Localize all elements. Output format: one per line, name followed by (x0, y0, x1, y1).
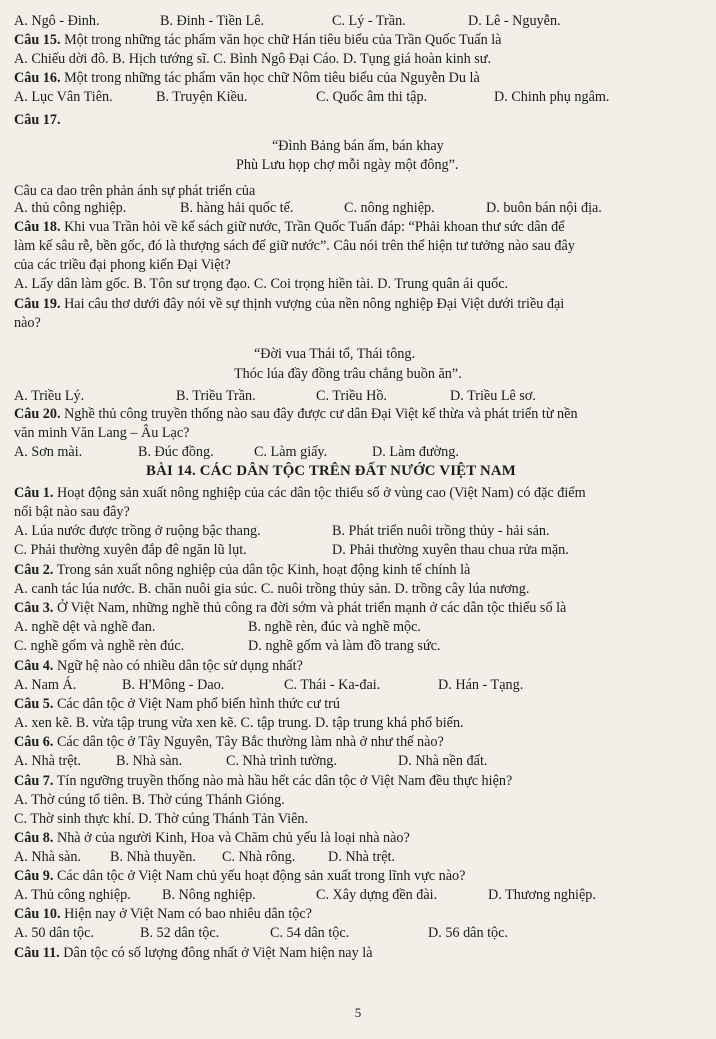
q16-number: Câu 16. (14, 70, 61, 86)
q19-option-d: D. Triều Lê sơ. (450, 388, 536, 404)
b1-number: Câu 1. (14, 485, 54, 501)
b2-number: Câu 2. (14, 562, 54, 578)
b7-options-ab: A. Thờ cúng tổ tiên. B. Thờ cúng Thánh Gióng. (14, 792, 285, 808)
q14-option-a: A. Ngô - Đinh. (14, 13, 100, 29)
q19-verse-1: “Đời vua Thái tổ, Thái tông. (254, 346, 416, 362)
b3-option-c: C. nghề gốm và nghề rèn đúc. (14, 638, 185, 654)
q19-number: Câu 19. (14, 296, 61, 312)
q20-option-b: B. Đúc đồng. (138, 444, 214, 460)
b9-option-c: C. Xây dựng đền đài. (316, 887, 438, 903)
b7-options-cd: C. Thờ sinh thực khí. D. Thờ cúng Thánh Tản Viên. (14, 811, 309, 827)
b4-text: Ngữ hệ nào có nhiều dân tộc sử dụng nhất? (56, 658, 303, 674)
b9-option-b: B. Nông nghiệp. (162, 887, 256, 903)
b6-option-b: B. Nhà sàn. (116, 753, 183, 769)
b6-text: Các dân tộc ở Tây Nguyên, Tây Bắc thường làm nhà ở như thế nào? (56, 734, 444, 750)
q18-stem-line-3: của các triều đại phong kiến Đại Việt? (14, 257, 231, 273)
b1-stem-line-1 (14, 484, 708, 502)
b5-stem (14, 695, 708, 713)
b11-stem (14, 944, 708, 962)
b6-option-d: D. Nhà nền đất. (398, 753, 488, 769)
q17-option-d: D. buôn bán nội địa. (486, 200, 602, 216)
q16-option-b: B. Truyện Kiều. (156, 89, 248, 105)
b6-number: Câu 6. (14, 734, 54, 750)
b5-options: A. xen kẽ. B. vừa tập trung vừa xen kẽ. C. tập trung. D. tập trung khá phổ biến. (14, 715, 464, 731)
b6-option-c: C. Nhà trình tường. (226, 753, 337, 769)
b11-text: Dân tộc có số lượng đông nhất ở Việt Nam hiện nay là (63, 945, 373, 961)
b7-number: Câu 7. (14, 773, 54, 789)
q16-option-a: A. Lục Vân Tiên. (14, 89, 113, 105)
q20-option-a: A. Sơn mài. (14, 444, 83, 460)
q17-text: Câu ca dao trên phản ánh sự phát triển của (14, 183, 256, 199)
b2-options: A. canh tác lúa nước. B. chăn nuôi gia súc. C. nuôi trồng thủy sản. D. trồng cây lúa nương. (14, 581, 530, 597)
b8-option-b: B. Nhà thuyền. (110, 849, 196, 865)
q14-option-b: B. Đinh - Tiền Lê. (160, 13, 265, 29)
b11-number: Câu 11. (14, 945, 60, 961)
b7-stem (14, 772, 708, 790)
q17-option-a: A. thủ công nghiệp. (14, 200, 127, 216)
q20-number: Câu 20. (14, 406, 61, 422)
b3-text: Ở Việt Nam, những nghề thủ công ra đời sớm và phát triển mạnh ở các dân tộc thiểu số là (56, 600, 567, 616)
b1-option-d: D. Phải thường xuyên thau chua rửa mặn. (332, 542, 569, 558)
q19-stem-line-2: nào? (14, 315, 41, 331)
b1-text-1: Hoạt động sản xuất nông nghiệp của các dân tộc thiểu số ở vùng cao (Việt Nam) có đặc điểm (56, 485, 586, 501)
b9-option-a: A. Thủ công nghiệp. (14, 887, 131, 903)
b10-option-c: C. 54 dân tộc. (270, 925, 350, 941)
b3-number: Câu 3. (14, 600, 54, 616)
b2-text: Trong sản xuất nông nghiệp của dân tộc Kinh, hoạt động kinh tế chính là (56, 562, 471, 578)
q14-option-c: C. Lý - Trần. (332, 13, 406, 29)
q18-options: A. Lấy dân làm gốc. B. Tôn sư trọng đạo. C. Coi trọng hiền tài. D. Trung quân ái quốc. (14, 276, 509, 292)
q15-number: Câu 15. (14, 32, 61, 48)
q16-text: Một trong những tác phẩm văn học chữ Nôm tiêu biểu của Nguyễn Du là (64, 70, 480, 86)
b9-text: Các dân tộc ở Việt Nam chủ yếu hoạt động sản xuất trong lĩnh vực nào? (56, 868, 466, 884)
q20-stem-line-2: văn minh Văn Lang – Âu Lạc? (14, 425, 190, 441)
q19-verse-2: Thóc lúa đầy đồng trâu chẳng buồn ăn”. (234, 366, 462, 382)
q20-stem-line-1 (14, 405, 708, 423)
b8-option-a: A. Nhà sàn. (14, 849, 81, 865)
b8-text: Nhà ở của người Kinh, Hoa và Chăm chủ yếu là loại nhà nào? (56, 830, 410, 846)
q17-option-c: C. nông nghiệp. (344, 200, 435, 216)
q20-option-c: C. Làm giấy. (254, 444, 328, 460)
b3-option-d: D. nghề gốm và làm đồ trang sức. (248, 638, 441, 654)
q19-option-c: C. Triều Hồ. (316, 388, 387, 404)
b8-number: Câu 8. (14, 830, 54, 846)
b8-option-c: C. Nhà rông. (222, 849, 296, 865)
b4-number: Câu 4. (14, 658, 54, 674)
q15-stem (14, 31, 708, 49)
b4-option-a: A. Nam Á. (14, 677, 77, 693)
q19-stem-line-1 (14, 295, 708, 313)
b4-stem (14, 657, 708, 675)
b10-option-a: A. 50 dân tộc. (14, 925, 94, 941)
b4-option-b: B. H'Mông - Dao. (122, 677, 225, 693)
page-number: 5 (354, 1005, 362, 1020)
b6-option-a: A. Nhà trệt. (14, 753, 81, 769)
q19-option-a: A. Triều Lý. (14, 388, 85, 404)
q15-options: A. Chiếu dời đô. B. Hịch tướng sĩ. C. Bình Ngô Đại Cáo. D. Tụng giá hoàn kinh sư. (14, 51, 492, 67)
q16-option-d: D. Chinh phụ ngâm. (494, 89, 610, 105)
b8-option-d: D. Nhà trệt. (328, 849, 395, 865)
b1-option-b: B. Phát triển nuôi trồng thủy - hải sản. (332, 523, 550, 539)
b10-text: Hiện nay ở Việt Nam có bao nhiêu dân tộc? (64, 906, 312, 922)
b4-option-d: D. Hán - Tạng. (438, 677, 524, 693)
q18-stem-line-2: làm kế sâu rễ, bền gốc, đó là thượng sách để giữ nước”. Câu nói trên thể hiện tư tưởng nào sau đây (14, 238, 575, 254)
b10-option-d: D. 56 dân tộc. (428, 925, 508, 941)
q17-verse-2: Phù Lưu họp chợ mỗi ngày một đông”. (236, 157, 459, 173)
lesson-title: BÀI 14. CÁC DÂN TỘC TRÊN ĐẤT NƯỚC VIỆT NAM (146, 463, 516, 479)
b9-number: Câu 9. (14, 868, 54, 884)
b7-text: Tín ngưỡng truyền thống nào mà hầu hết các dân tộc ở Việt Nam đều thực hiện? (56, 773, 513, 789)
b2-stem (14, 561, 708, 579)
q16-stem (14, 69, 708, 87)
b3-stem (14, 599, 708, 617)
q16-option-c: C. Quốc âm thi tập. (316, 89, 428, 105)
q19-text-1: Hai câu thơ dưới đây nói về sự thịnh vượng của nền nông nghiệp Đại Việt dưới triều đại (64, 296, 565, 312)
b8-stem (14, 829, 708, 847)
q20-option-d: D. Làm đường. (372, 444, 459, 460)
b9-stem (14, 867, 708, 885)
b10-number: Câu 10. (14, 906, 61, 922)
q15-text: Một trong những tác phẩm văn học chữ Hán tiêu biểu của Trần Quốc Tuấn là (64, 32, 502, 48)
q17-verse-1: “Đình Bảng bán ấm, bán khay (272, 138, 444, 154)
q17-number: Câu 17. (14, 112, 61, 128)
b10-option-b: B. 52 dân tộc. (140, 925, 220, 941)
q20-text-1: Nghề thủ công truyền thống nào sau đây được cư dân Đại Việt kế thừa và phát triển từ nền (64, 406, 578, 422)
b4-option-c: C. Thái - Ka-đai. (284, 677, 381, 693)
q18-text-1: Khi vua Trần hỏi về kế sách giữ nước, Trần Quốc Tuấn đáp: “Phải khoan thư sức dân để (64, 219, 565, 235)
b3-option-b: B. nghề rèn, đúc và nghề mộc. (248, 619, 421, 635)
q18-stem-line-1 (14, 218, 708, 236)
q14-option-d: D. Lê - Nguyễn. (468, 13, 561, 29)
b9-option-d: D. Thương nghiệp. (488, 887, 596, 903)
b10-stem (14, 905, 708, 923)
b3-option-a: A. nghề dệt và nghề đan. (14, 619, 156, 635)
q18-number: Câu 18. (14, 219, 61, 235)
b5-text: Các dân tộc ở Việt Nam phổ biến hình thức cư trú (56, 696, 340, 712)
b1-stem-line-2: nổi bật nào sau đây? (14, 504, 130, 520)
b5-number: Câu 5. (14, 696, 54, 712)
q19-option-b: B. Triều Trần. (176, 388, 256, 404)
b1-option-a: A. Lúa nước được trồng ở ruộng bậc thang. (14, 523, 261, 539)
b1-option-c: C. Phải thường xuyên đắp đê ngăn lũ lụt. (14, 542, 247, 558)
q17-option-b: B. hàng hải quốc tế. (180, 200, 294, 216)
b6-stem (14, 733, 708, 751)
